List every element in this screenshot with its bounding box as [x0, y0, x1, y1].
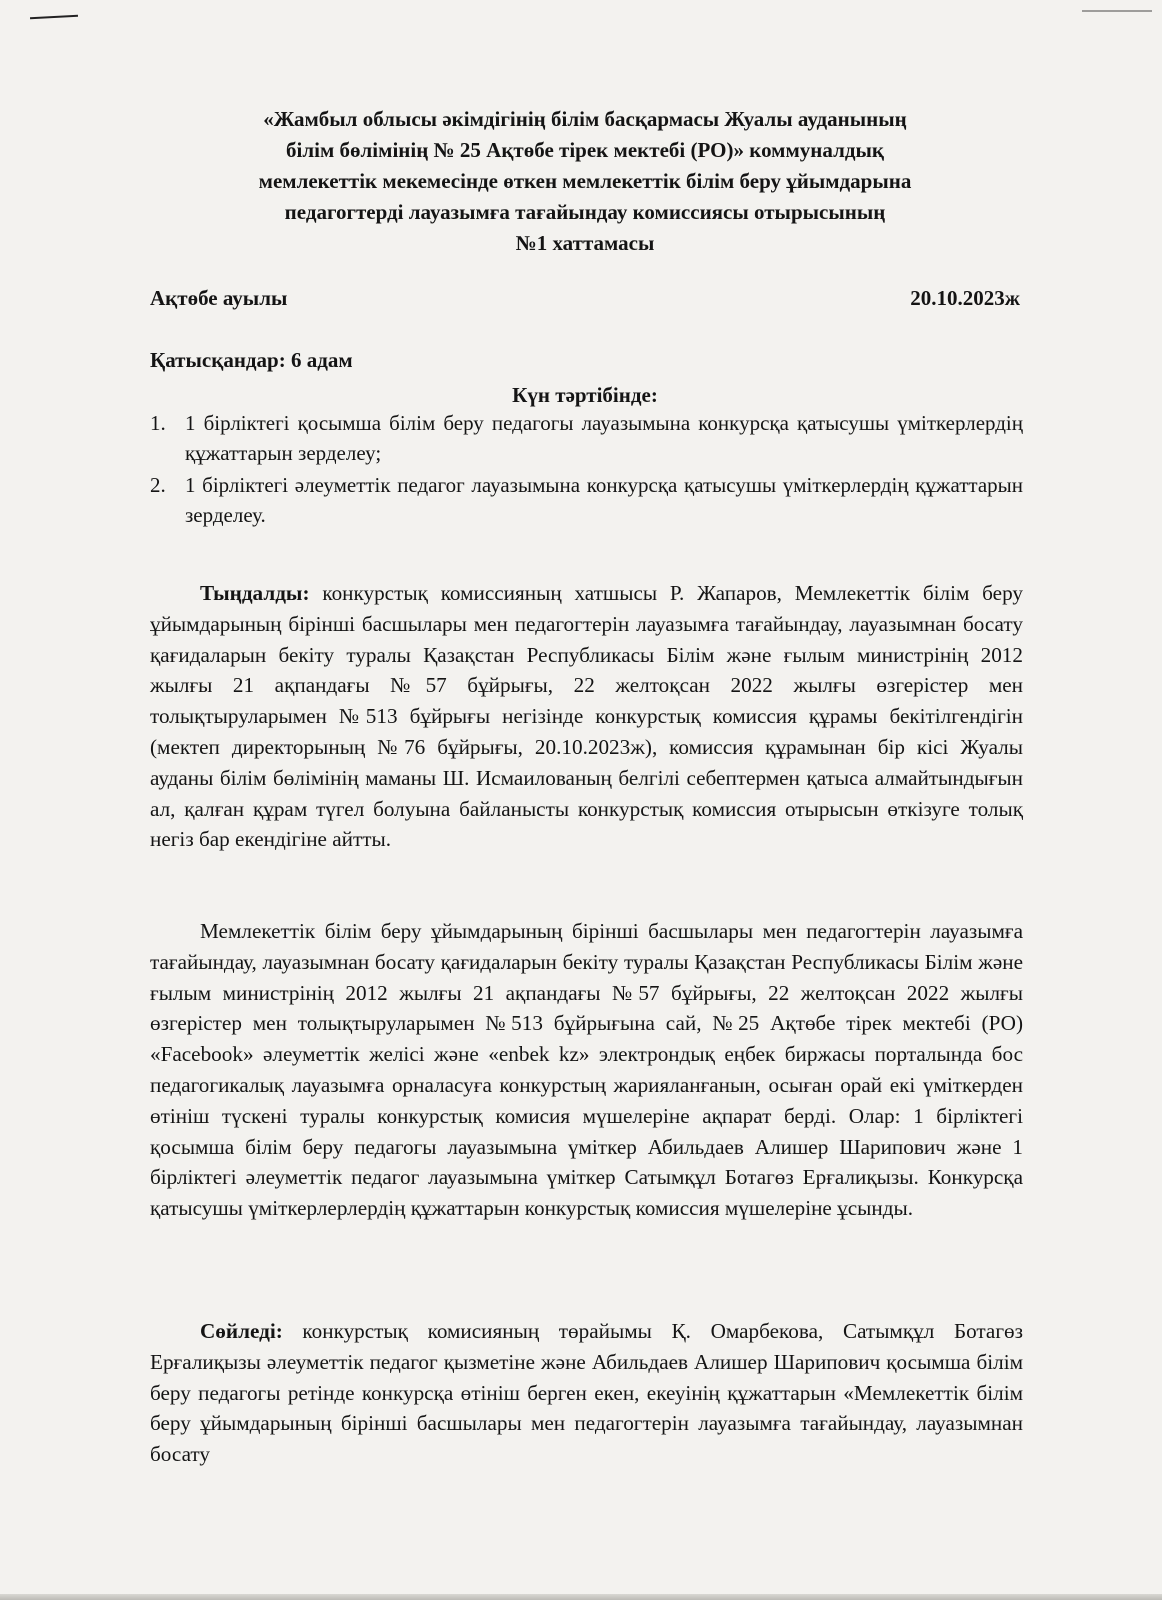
title-line: педагогтерді лауазымға тағайындау комиссиясы отырысының — [284, 200, 886, 224]
document-title — [150, 104, 1020, 259]
agenda-item — [150, 470, 1023, 530]
title-line: білім бөлімінің № 25 Ақтөбе тірек мектебі (РО)» коммуналдық — [286, 138, 884, 162]
paragraph-label: Тыңдалды: — [200, 581, 310, 605]
agenda-item-number: 1. — [150, 411, 166, 435]
paragraph-label: Сөйледі: — [200, 1319, 283, 1343]
paragraph-text: Мемлекеттік білім беру ұйымдарының бірінші басшылары мен педагогтерін лауазымға тағайындау, лауазымнан босату қағидаларын бекіту туралы Қазақстан Республикасы Білім және ғылым министрінің 2012 жылғы 21 ақпандағы №57 бұйрығы, 22 желтоқсан 2022 жылғы өзгерістер мен толықтыруларымен №513 бұйрығына сай, №25 Ақтөбе тірек мектебі (РО) «Facebook» әлеуметтік желісі және «enbek kz» электрондық еңбек биржасы порталында бос педагогикалық лауазымға орналасуға конкурстың жарияланғанын, осыған орай екі үміткерден өтініш түскені туралы конкурстық комисия мүшелеріне ақпарат берді. Олар: 1 бірліктегі қосымша білім беру педагогы лауазымына үміткер Абильдаев Алишер Шарипович және 1 бірліктегі әлеуметтік педагог лауазымына үміткер Сатымқұл Ботагөз Ерғалиқызы. Конкурсқа қатысушы үміткерлерлердің құжаттарын конкурстық комиссия мүшелеріне ұсынды. — [150, 919, 1023, 1221]
title-line: №1 хаттамасы — [515, 231, 655, 255]
agenda-list — [150, 408, 1023, 532]
agenda-item — [150, 408, 1023, 468]
scan-bottom-edge — [0, 1594, 1162, 1600]
paragraph-text: конкурстық комисияның төрайымы Қ. Омарбекова, Сатымқұл Ботагөз Ерғалиқызы әлеуметтік педагог қызметіне және Абильдаев Алишер Шарипович қосымша білім беру педагогы ретінде конкурсқа өтініш берген екен, екеуінің құжаттарын «Мемлекеттік білім беру ұйымдарының бірінші басшылары мен педагогтерін лауазымға тағайындау, лауазымнан босату — [150, 1319, 1023, 1467]
paragraph-text: конкурстық комиссияның хатшысы Р. Жапаров, Мемлекеттік білім беру ұйымдарының бірінші басшылары мен педагогтерін лауазымға тағайындау, лауазымнан босату қағидаларын бекіту туралы Қазақстан Республикасы Білім және ғылым министрінің 2012 жылғы 21 ақпандағы №57 бұйрығы, 22 желтоқсан 2022 жылғы өзгерістер мен толықтыруларымен №513 бұйрығы негізінде конкурстық комиссия құрамы бекітілгендігін (мектеп директорының №76 бұйрығы, 20.10.2023ж), комиссия құрамынан бір кісі Жуалы ауданы білім бөлімінің маманы Ш. Исмаилованың белгілі себептермен қатыса алмайтындығын ал, қалған құрам түгел болуына байланысты конкурстық комиссия отырысын өткізуге толық негіз бар екендігіне айтты. — [150, 581, 1023, 852]
scan-mark — [30, 15, 78, 20]
document-date: 20.10.2023ж — [910, 286, 1020, 310]
agenda-heading: Күн тәртібінде: — [512, 383, 658, 407]
agenda-item-number: 2. — [150, 473, 166, 497]
village-name: Ақтөбе ауылы — [150, 286, 288, 310]
paragraph-spoke — [150, 1316, 1023, 1470]
agenda-item-text: 1 бірліктегі қосымша білім беру педагогы лауазымына конкурсқа қатысушы үміткерлердің құжаттарын зерделеу; — [185, 411, 1023, 465]
title-line: мемлекеттік мекемесінде өткен мемлекеттік білім беру ұйымдарына — [258, 169, 912, 193]
participants-count: Қатысқандар: 6 адам — [150, 348, 353, 372]
title-line: «Жамбыл облысы әкімдігінің білім басқармасы Жуалы ауданының — [263, 107, 907, 131]
scan-edge-mark — [1082, 0, 1152, 12]
paragraph-announcement — [150, 916, 1023, 1224]
paragraph-listened — [150, 578, 1023, 855]
agenda-item-text: 1 бірліктегі әлеуметтік педагог лауазымына конкурсқа қатысушы үміткерлердің құжаттарын зерделеу. — [185, 473, 1023, 527]
